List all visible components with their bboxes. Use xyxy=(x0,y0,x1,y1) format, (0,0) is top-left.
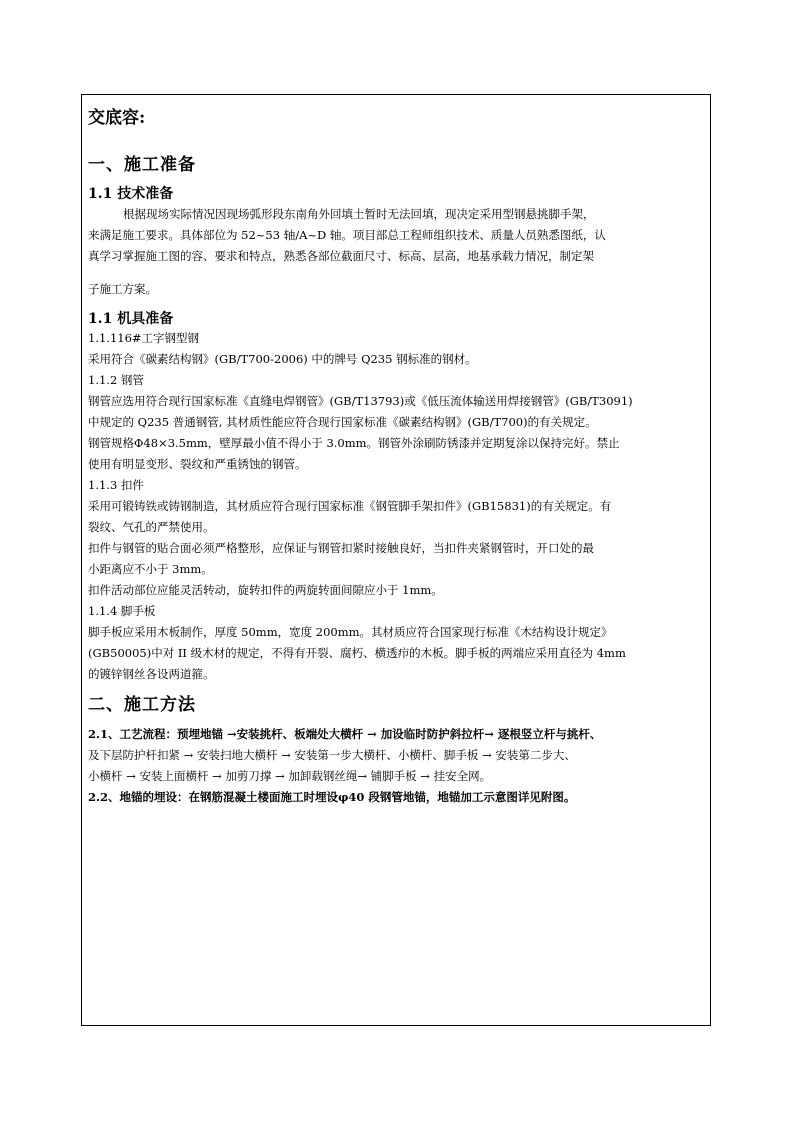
process-flow-line2: 及下层防护杆扣紧 → 安装扫地大横杆 → 安装第一步大横杆、小横杆、脚手板 → 安装第二步大、 xyxy=(88,748,576,762)
anchor-embedding-line1: 2.2、地锚的埋设：在钢筋混凝土楼面施工时埋设φ40 段钢管地锚，地锚加工示意图详见附图。 xyxy=(88,790,576,804)
item2-line4: 使用有明显变形、裂纹和严重锈蚀的钢管。 xyxy=(88,457,307,471)
section2-title: 二、施工方法 xyxy=(88,695,196,715)
tech-prep-line3: 真学习掌握施工图的容、要求和特点，熟悉各部位截面尺寸、标高、层高，地基承载力情况，制定架 xyxy=(88,249,594,263)
item3-line5: 扣件活动部位应能灵活转动，旋转扣件的两旋转面间隙应小于 1mm。 xyxy=(88,583,443,597)
equip-prep-title: 1.1 机具准备 xyxy=(88,311,174,327)
tech-prep-line4: 子施工方案。 xyxy=(88,282,157,296)
process-flow-line3: 小横杆 → 安装上面横杆 → 加剪刀撑 → 加卸载钢丝绳→ 铺脚手板 → 挂安全网。 xyxy=(88,769,492,783)
tech-prep-line1: 根据现场实际情况因现场弧形段东南角外回填土暂时无法回填，现决定采用型钢悬挑脚手架， xyxy=(123,207,595,221)
item4-line2: (GB50005)中对 II 级木材的规定，不得有开裂、腐朽、横透疖的木板。脚手板的两端应采用直径为 4mm xyxy=(88,646,626,660)
section1-title: 一、施工准备 xyxy=(88,155,196,175)
item2-title: 1.1.2 钢管 xyxy=(88,373,144,387)
item3-line4: 小距离应不小于 3mm。 xyxy=(88,562,213,576)
item3-line2: 裂纹、气孔的严禁使用。 xyxy=(88,520,215,534)
item3-line3: 扣件与钢管的贴合面必须严格整形，应保证与钢管扣紧时接触良好，当扣件夹紧钢管时，开口处的最 xyxy=(88,541,594,555)
item1-line1: 采用符合《碳素结构钢》(GB/T700-2006) 中的牌号 Q235 钢标准的钢材。 xyxy=(88,352,477,366)
top-heading: 交底容: xyxy=(88,108,146,128)
item4-line3: 的镀锌钢丝各设两道箍。 xyxy=(88,667,215,681)
item2-line2: 中规定的 Q235 普通钢管, 其材质性能应符合现行国家标准《碳素结构钢》(GB/T700)的有关规定。 xyxy=(88,415,597,429)
document-body xyxy=(88,100,710,808)
item3-title: 1.1.3 扣件 xyxy=(88,478,144,492)
item2-line1: 钢管应选用符合现行国家标准《直缝电焊钢管》(GB/T13793)或《低压流体输送用焊接钢管》(GB/T3091) xyxy=(88,394,633,408)
tech-prep-title: 1.1 技术准备 xyxy=(88,186,174,202)
item3-line1: 采用可锻铸铁或铸钢制造，其材质应符合现行国家标准《钢管脚手架扣件》(GB15831)的有关规定。有 xyxy=(88,499,612,513)
item4-line1: 脚手板应采用木板制作，厚度 50mm，宽度 200mm。其材质应符合国家现行标准《木结构设计规定》 xyxy=(88,625,613,639)
tech-prep-line2: 来满足施工要求。具体部位为 52~53 轴/A~D 轴。项目部总工程师组织技术、质量人员熟悉图纸，认 xyxy=(88,228,606,242)
item2-line3: 钢管规格Φ48×3.5mm，壁厚最小值不得小于 3.0mm。钢管外涂刷防锈漆并定期复涂以保持完好。禁止 xyxy=(88,436,620,450)
item4-title: 1.1.4 脚手板 xyxy=(88,604,156,618)
item1-title: 1.1.116#工字钢型钢 xyxy=(88,331,200,345)
process-flow-line1: 2.1、工艺流程：预埋地锚 →安装挑杆、板端处大横杆 → 加设临时防护斜拉杆→ 逐根竖立杆与挑杆、 xyxy=(88,727,602,741)
